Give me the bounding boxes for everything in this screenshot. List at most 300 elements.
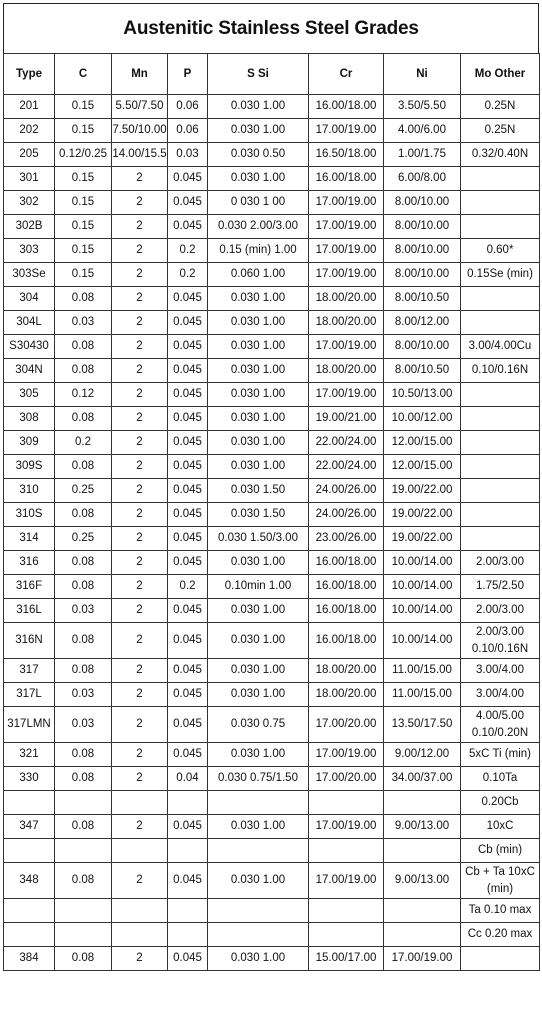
cell-p: 0.045 xyxy=(168,311,208,335)
cell-mo-other xyxy=(461,191,540,215)
column-header-s-si: S Si xyxy=(208,54,309,95)
cell-s-si: 0.030 1.00 xyxy=(208,359,309,383)
cell-cr: 16.00/18.00 xyxy=(309,551,384,575)
cell-cr: 17.00/20.00 xyxy=(309,767,384,791)
cell-type: 321 xyxy=(4,743,55,767)
cell-p: 0.045 xyxy=(168,551,208,575)
cell-mn: 2 xyxy=(112,551,168,575)
cell-c: 0.12/0.25 xyxy=(55,143,112,167)
cell-c: 0.2 xyxy=(55,431,112,455)
cell-type: 330 xyxy=(4,767,55,791)
cell-s-si: 0.030 1.00 xyxy=(208,659,309,683)
cell-mn: 2 xyxy=(112,311,168,335)
cell-p: 0.045 xyxy=(168,383,208,407)
cell-p xyxy=(168,839,208,863)
cell-cr: 17.00/19.00 xyxy=(309,815,384,839)
cell-p: 0.045 xyxy=(168,167,208,191)
cell-p xyxy=(168,923,208,947)
cell-mo-other: 2.00/3.00 xyxy=(461,599,540,623)
cell-ni: 8.00/10.00 xyxy=(384,191,461,215)
cell-c: 0.08 xyxy=(55,743,112,767)
cell-mo-other: Cb (min) xyxy=(461,839,540,863)
cell-c: 0.15 xyxy=(55,119,112,143)
cell-p: 0.045 xyxy=(168,407,208,431)
cell-type: 310S xyxy=(4,503,55,527)
table-row xyxy=(4,599,540,623)
cell-type: 308 xyxy=(4,407,55,431)
cell-mo-other: 0.20Cb xyxy=(461,791,540,815)
column-header-p: P xyxy=(168,54,208,95)
table-row xyxy=(4,95,540,119)
cell-mn: 2 xyxy=(112,659,168,683)
cell-cr: 22.00/24.00 xyxy=(309,455,384,479)
cell-cr: 16.00/18.00 xyxy=(309,623,384,659)
cell-c: 0.25 xyxy=(55,479,112,503)
cell-ni: 34.00/37.00 xyxy=(384,767,461,791)
cell-mn: 14.00/15.5 xyxy=(112,143,168,167)
cell-p: 0.045 xyxy=(168,215,208,239)
cell-ni: 12.00/15.00 xyxy=(384,431,461,455)
table-row xyxy=(4,263,540,287)
cell-mo-other: 2.00/3.00 xyxy=(461,551,540,575)
cell-ni: 8.00/10.00 xyxy=(384,215,461,239)
table-row xyxy=(4,455,540,479)
steel-grades-sheet xyxy=(3,3,539,971)
cell-cr: 17.00/19.00 xyxy=(309,863,384,899)
cell-type: 202 xyxy=(4,119,55,143)
table-row xyxy=(4,431,540,455)
cell-p: 0.045 xyxy=(168,947,208,971)
cell-ni: 10.00/12.00 xyxy=(384,407,461,431)
cell-ni: 9.00/13.00 xyxy=(384,815,461,839)
cell-s-si: 0.030 0.75/1.50 xyxy=(208,767,309,791)
cell-ni: 8.00/12.00 xyxy=(384,311,461,335)
cell-p: 0.2 xyxy=(168,239,208,263)
cell-cr xyxy=(309,899,384,923)
cell-cr xyxy=(309,923,384,947)
table-row xyxy=(4,683,540,707)
cell-p: 0.045 xyxy=(168,287,208,311)
cell-c: 0.15 xyxy=(55,239,112,263)
cell-type: 301 xyxy=(4,167,55,191)
table-row xyxy=(4,335,540,359)
table-row xyxy=(4,863,540,899)
cell-s-si: 0.030 1.00 xyxy=(208,683,309,707)
cell-c: 0.08 xyxy=(55,575,112,599)
cell-mo-other: 3.00/4.00 xyxy=(461,683,540,707)
cell-c: 0.08 xyxy=(55,407,112,431)
cell-mn: 5.50/7.50 xyxy=(112,95,168,119)
cell-mo-other: 10xC xyxy=(461,815,540,839)
cell-cr: 17.00/19.00 xyxy=(309,743,384,767)
table-row xyxy=(4,791,540,815)
cell-cr: 24.00/26.00 xyxy=(309,479,384,503)
column-header-mn: Mn xyxy=(112,54,168,95)
cell-mo-other xyxy=(461,527,540,551)
cell-ni: 4.00/6.00 xyxy=(384,119,461,143)
cell-mo-other xyxy=(461,947,540,971)
cell-s-si: 0.030 1.00 xyxy=(208,743,309,767)
cell-c xyxy=(55,899,112,923)
column-header-c: C xyxy=(55,54,112,95)
cell-cr: 17.00/19.00 xyxy=(309,335,384,359)
cell-type: 314 xyxy=(4,527,55,551)
cell-p: 0.2 xyxy=(168,263,208,287)
cell-mo-other: 3.00/4.00Cu xyxy=(461,335,540,359)
cell-p: 0.045 xyxy=(168,683,208,707)
cell-type xyxy=(4,839,55,863)
cell-type xyxy=(4,899,55,923)
cell-cr: 16.00/18.00 xyxy=(309,167,384,191)
table-row xyxy=(4,407,540,431)
cell-c: 0.25 xyxy=(55,527,112,551)
cell-type: 317L xyxy=(4,683,55,707)
cell-cr: 16.50/18.00 xyxy=(309,143,384,167)
cell-cr: 16.00/18.00 xyxy=(309,575,384,599)
cell-p: 0.045 xyxy=(168,335,208,359)
cell-mo-other xyxy=(461,455,540,479)
cell-mo-other xyxy=(461,287,540,311)
table-row xyxy=(4,623,540,659)
cell-ni: 10.00/14.00 xyxy=(384,551,461,575)
cell-mo-other xyxy=(461,311,540,335)
cell-mn: 2 xyxy=(112,623,168,659)
cell-type: 316N xyxy=(4,623,55,659)
cell-ni: 6.00/8.00 xyxy=(384,167,461,191)
cell-s-si: 0.15 (min) 1.00 xyxy=(208,239,309,263)
cell-s-si: 0.030 0.50 xyxy=(208,143,309,167)
table-row xyxy=(4,707,540,743)
cell-p: 0.03 xyxy=(168,143,208,167)
cell-type: 309 xyxy=(4,431,55,455)
table-body xyxy=(4,95,540,971)
cell-mn xyxy=(112,839,168,863)
cell-p: 0.045 xyxy=(168,455,208,479)
cell-p: 0.045 xyxy=(168,431,208,455)
table-row xyxy=(4,839,540,863)
cell-c: 0.08 xyxy=(55,455,112,479)
cell-c: 0.08 xyxy=(55,503,112,527)
cell-s-si: 0.060 1.00 xyxy=(208,263,309,287)
cell-s-si: 0.10min 1.00 xyxy=(208,575,309,599)
cell-cr: 18.00/20.00 xyxy=(309,659,384,683)
cell-mn: 2 xyxy=(112,815,168,839)
cell-ni xyxy=(384,839,461,863)
cell-c: 0.03 xyxy=(55,707,112,743)
cell-ni: 1.00/1.75 xyxy=(384,143,461,167)
cell-ni: 10.00/14.00 xyxy=(384,575,461,599)
cell-type: 347 xyxy=(4,815,55,839)
cell-cr: 17.00/19.00 xyxy=(309,191,384,215)
table-row xyxy=(4,143,540,167)
cell-cr: 16.00/18.00 xyxy=(309,95,384,119)
cell-ni: 8.00/10.00 xyxy=(384,239,461,263)
column-header-cr: Cr xyxy=(309,54,384,95)
cell-mn: 2 xyxy=(112,167,168,191)
cell-mo-other: 1.75/2.50 xyxy=(461,575,540,599)
table-row xyxy=(4,551,540,575)
cell-cr: 24.00/26.00 xyxy=(309,503,384,527)
cell-ni xyxy=(384,899,461,923)
cell-cr: 17.00/19.00 xyxy=(309,263,384,287)
cell-p: 0.045 xyxy=(168,527,208,551)
cell-mn xyxy=(112,923,168,947)
cell-p: 0.045 xyxy=(168,623,208,659)
cell-cr: 18.00/20.00 xyxy=(309,287,384,311)
cell-p: 0.2 xyxy=(168,575,208,599)
cell-mn: 2 xyxy=(112,707,168,743)
cell-p: 0.045 xyxy=(168,503,208,527)
grades-table xyxy=(3,53,540,971)
cell-mo-other: 0.10/0.16N xyxy=(461,359,540,383)
cell-mn: 2 xyxy=(112,239,168,263)
cell-type: 304L xyxy=(4,311,55,335)
table-row xyxy=(4,239,540,263)
cell-ni: 11.00/15.00 xyxy=(384,683,461,707)
cell-p: 0.06 xyxy=(168,119,208,143)
cell-c: 0.15 xyxy=(55,191,112,215)
cell-p xyxy=(168,791,208,815)
cell-mo-other xyxy=(461,503,540,527)
cell-s-si: 0.030 1.00 xyxy=(208,599,309,623)
cell-c xyxy=(55,791,112,815)
cell-s-si: 0.030 1.00 xyxy=(208,95,309,119)
table-row xyxy=(4,659,540,683)
cell-type: 317LMN xyxy=(4,707,55,743)
cell-p: 0.045 xyxy=(168,743,208,767)
cell-ni: 8.00/10.00 xyxy=(384,335,461,359)
cell-c: 0.03 xyxy=(55,683,112,707)
cell-s-si xyxy=(208,899,309,923)
cell-ni: 3.50/5.50 xyxy=(384,95,461,119)
table-row xyxy=(4,815,540,839)
cell-s-si: 0.030 1.00 xyxy=(208,431,309,455)
cell-c: 0.15 xyxy=(55,95,112,119)
cell-p: 0.04 xyxy=(168,767,208,791)
cell-c: 0.08 xyxy=(55,623,112,659)
table-row xyxy=(4,215,540,239)
cell-type: 303Se xyxy=(4,263,55,287)
cell-ni: 8.00/10.00 xyxy=(384,263,461,287)
cell-type: 302B xyxy=(4,215,55,239)
cell-s-si: 0.030 0.75 xyxy=(208,707,309,743)
cell-type: 201 xyxy=(4,95,55,119)
cell-mn: 2 xyxy=(112,863,168,899)
table-row xyxy=(4,191,540,215)
cell-s-si: 0.030 1.00 xyxy=(208,287,309,311)
cell-mn: 2 xyxy=(112,455,168,479)
table-row xyxy=(4,311,540,335)
cell-ni: 8.00/10.50 xyxy=(384,287,461,311)
cell-ni xyxy=(384,923,461,947)
cell-type: 304N xyxy=(4,359,55,383)
cell-type: 303 xyxy=(4,239,55,263)
cell-type: 309S xyxy=(4,455,55,479)
cell-type: 302 xyxy=(4,191,55,215)
cell-s-si xyxy=(208,923,309,947)
cell-mn: 7.50/10.00 xyxy=(112,119,168,143)
cell-mo-other: Ta 0.10 max xyxy=(461,899,540,923)
cell-type: S30430 xyxy=(4,335,55,359)
cell-cr: 19.00/21.00 xyxy=(309,407,384,431)
cell-s-si: 0.030 1.00 xyxy=(208,311,309,335)
cell-mn xyxy=(112,899,168,923)
cell-s-si: 0.030 1.00 xyxy=(208,551,309,575)
cell-mo-other: 0.15Se (min) xyxy=(461,263,540,287)
cell-c: 0.08 xyxy=(55,767,112,791)
cell-c: 0.08 xyxy=(55,815,112,839)
cell-s-si: 0.030 1.00 xyxy=(208,863,309,899)
cell-c: 0.08 xyxy=(55,863,112,899)
cell-type: 348 xyxy=(4,863,55,899)
cell-s-si: 0.030 1.50 xyxy=(208,479,309,503)
cell-cr: 15.00/17.00 xyxy=(309,947,384,971)
cell-mo-other: 3.00/4.00 xyxy=(461,659,540,683)
cell-c: 0.12 xyxy=(55,383,112,407)
cell-c: 0.08 xyxy=(55,551,112,575)
table-row xyxy=(4,527,540,551)
table-row xyxy=(4,767,540,791)
cell-mn: 2 xyxy=(112,683,168,707)
cell-cr: 17.00/20.00 xyxy=(309,707,384,743)
cell-mn: 2 xyxy=(112,407,168,431)
header-row xyxy=(4,54,540,95)
cell-cr: 17.00/19.00 xyxy=(309,215,384,239)
cell-type: 310 xyxy=(4,479,55,503)
table-row xyxy=(4,359,540,383)
cell-s-si: 0.030 1.50 xyxy=(208,503,309,527)
cell-c: 0.15 xyxy=(55,263,112,287)
cell-s-si: 0.030 1.00 xyxy=(208,455,309,479)
cell-s-si: 0.030 1.00 xyxy=(208,947,309,971)
cell-mn: 2 xyxy=(112,263,168,287)
cell-s-si: 0 030 1 00 xyxy=(208,191,309,215)
cell-type: 305 xyxy=(4,383,55,407)
cell-mo-other xyxy=(461,407,540,431)
cell-p: 0.045 xyxy=(168,707,208,743)
cell-c: 0.15 xyxy=(55,167,112,191)
cell-mo-other xyxy=(461,479,540,503)
cell-ni: 19.00/22.00 xyxy=(384,503,461,527)
cell-ni: 19.00/22.00 xyxy=(384,479,461,503)
cell-mn: 2 xyxy=(112,335,168,359)
cell-mn: 2 xyxy=(112,527,168,551)
cell-cr: 17.00/19.00 xyxy=(309,383,384,407)
cell-cr: 18.00/20.00 xyxy=(309,311,384,335)
cell-ni: 13.50/17.50 xyxy=(384,707,461,743)
cell-c xyxy=(55,923,112,947)
cell-mo-other: Cc 0.20 max xyxy=(461,923,540,947)
cell-p: 0.045 xyxy=(168,815,208,839)
cell-s-si xyxy=(208,791,309,815)
table-row xyxy=(4,167,540,191)
cell-mo-other: 0.25N xyxy=(461,119,540,143)
cell-cr: 17.00/19.00 xyxy=(309,119,384,143)
cell-mo-other xyxy=(461,167,540,191)
cell-mn: 2 xyxy=(112,191,168,215)
cell-mn: 2 xyxy=(112,767,168,791)
cell-cr: 18.00/20.00 xyxy=(309,359,384,383)
table-row xyxy=(4,119,540,143)
cell-type: 316F xyxy=(4,575,55,599)
cell-s-si: 0.030 1.00 xyxy=(208,407,309,431)
cell-ni: 10.50/13.00 xyxy=(384,383,461,407)
cell-c: 0.08 xyxy=(55,359,112,383)
cell-p: 0.045 xyxy=(168,863,208,899)
column-header-ni: Ni xyxy=(384,54,461,95)
cell-ni: 11.00/15.00 xyxy=(384,659,461,683)
cell-mn: 2 xyxy=(112,383,168,407)
cell-mo-other: 5xC Ti (min) xyxy=(461,743,540,767)
cell-mo-other: 4.00/5.00 0.10/0.20N xyxy=(461,707,540,743)
cell-cr: 23.00/26.00 xyxy=(309,527,384,551)
cell-ni: 17.00/19.00 xyxy=(384,947,461,971)
cell-c: 0.08 xyxy=(55,335,112,359)
cell-c: 0.03 xyxy=(55,311,112,335)
table-row xyxy=(4,923,540,947)
cell-c: 0.03 xyxy=(55,599,112,623)
cell-mn xyxy=(112,791,168,815)
cell-type: 316 xyxy=(4,551,55,575)
cell-mo-other: Cb + Ta 10xC (min) xyxy=(461,863,540,899)
cell-ni: 19.00/22.00 xyxy=(384,527,461,551)
cell-mn: 2 xyxy=(112,743,168,767)
cell-mo-other: 0.25N xyxy=(461,95,540,119)
cell-mn: 2 xyxy=(112,599,168,623)
cell-mo-other: 0.32/0.40N xyxy=(461,143,540,167)
cell-mn: 2 xyxy=(112,215,168,239)
cell-p: 0.045 xyxy=(168,659,208,683)
cell-mn: 2 xyxy=(112,431,168,455)
cell-c: 0.08 xyxy=(55,659,112,683)
cell-ni: 9.00/13.00 xyxy=(384,863,461,899)
cell-type: 384 xyxy=(4,947,55,971)
cell-p xyxy=(168,899,208,923)
cell-mn: 2 xyxy=(112,575,168,599)
cell-ni: 10.00/14.00 xyxy=(384,623,461,659)
table-row xyxy=(4,503,540,527)
cell-p: 0.045 xyxy=(168,191,208,215)
cell-mo-other xyxy=(461,215,540,239)
cell-type: 316L xyxy=(4,599,55,623)
cell-mn: 2 xyxy=(112,359,168,383)
table-row xyxy=(4,383,540,407)
table-row xyxy=(4,743,540,767)
cell-c: 0.08 xyxy=(55,947,112,971)
cell-ni xyxy=(384,791,461,815)
column-header-type: Type xyxy=(4,54,55,95)
cell-mn: 2 xyxy=(112,503,168,527)
cell-type: 304 xyxy=(4,287,55,311)
cell-cr: 22.00/24.00 xyxy=(309,431,384,455)
cell-s-si: 0.030 1.00 xyxy=(208,167,309,191)
cell-p: 0.045 xyxy=(168,599,208,623)
cell-cr: 16.00/18.00 xyxy=(309,599,384,623)
cell-cr: 18.00/20.00 xyxy=(309,683,384,707)
table-title: Austenitic Stainless Steel Grades xyxy=(3,3,539,53)
column-header-mo-other: Mo Other xyxy=(461,54,540,95)
cell-ni: 10.00/14.00 xyxy=(384,599,461,623)
cell-mn: 2 xyxy=(112,287,168,311)
cell-s-si: 0.030 1.50/3.00 xyxy=(208,527,309,551)
table-row xyxy=(4,287,540,311)
cell-s-si: 0.030 2.00/3.00 xyxy=(208,215,309,239)
cell-type: 317 xyxy=(4,659,55,683)
cell-s-si: 0.030 1.00 xyxy=(208,815,309,839)
table-row xyxy=(4,575,540,599)
cell-s-si: 0.030 1.00 xyxy=(208,623,309,659)
table-row xyxy=(4,899,540,923)
